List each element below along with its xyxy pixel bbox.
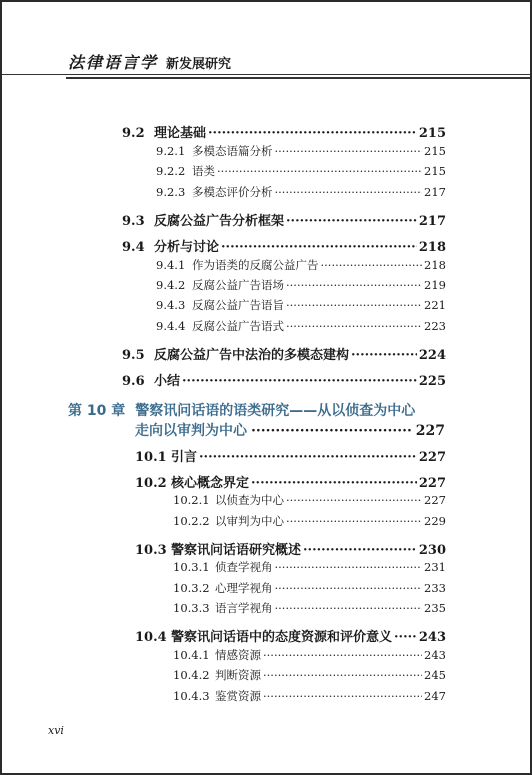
toc-entry <box>135 626 446 645</box>
leader-dots <box>217 164 422 178</box>
leader-dots <box>286 514 422 528</box>
toc-entry-page: 215 <box>424 144 446 158</box>
running-header <box>68 50 231 73</box>
toc-entry <box>173 513 446 529</box>
chapter-title-line1: 警察讯问话语的语类研究——从以侦查为中心 <box>135 403 416 419</box>
toc-entry <box>173 492 446 508</box>
toc-entry <box>156 297 446 313</box>
toc-entry-page: 221 <box>424 298 446 312</box>
toc-entry-title: 反腐公益广告中法治的多模态建构 <box>154 348 350 363</box>
toc-entry <box>173 647 446 663</box>
toc-entry-number: 9.5 <box>122 348 145 363</box>
toc-entry-number: 9.4.2 <box>156 278 186 292</box>
leader-dots <box>251 476 417 491</box>
toc-entry-title: 反腐公益广告语旨 <box>192 298 284 312</box>
toc-entry-page: 215 <box>418 126 446 141</box>
leader-dots <box>286 319 422 333</box>
toc-entry <box>156 143 446 159</box>
leader-dots <box>275 144 423 158</box>
toc-entry-page: 227 <box>418 450 446 465</box>
toc-entry-number: 10.3.2 <box>173 581 210 595</box>
leader-dots <box>275 601 423 615</box>
toc-entry-title: 判断资源 <box>215 668 261 682</box>
page-folio: xvi <box>48 724 64 737</box>
toc-entry <box>122 236 446 255</box>
toc-entry <box>135 472 446 491</box>
toc-entry-number: 9.4.1 <box>156 258 186 272</box>
toc-entry <box>156 257 446 273</box>
toc-entry-number: 10.1 <box>135 450 167 465</box>
toc-entry-number: 9.2.2 <box>156 164 186 178</box>
toc-entry-title: 以侦查为中心 <box>215 493 284 507</box>
toc-entry-number: 9.2 <box>122 126 145 141</box>
toc-entry-title: 侦查学视角 <box>215 560 273 574</box>
toc-entry-page: 230 <box>418 543 446 558</box>
leader-dots <box>275 185 423 199</box>
toc-entry-page: 247 <box>424 689 446 703</box>
toc-entry-title: 心理学视角 <box>215 581 273 595</box>
leader-dots <box>221 240 417 255</box>
toc-entry-page: 227 <box>418 476 446 491</box>
leader-dots <box>263 689 422 703</box>
toc-entry-number: 10.2 <box>135 476 167 491</box>
toc-entry-page: 225 <box>418 374 446 389</box>
toc-entry <box>173 580 446 596</box>
toc-entry <box>122 370 446 389</box>
toc-entry-title: 警察讯问话语中的态度资源和评价意义 <box>171 630 393 645</box>
toc-entry-title: 语言学视角 <box>215 601 273 615</box>
header-book-subtitle: 新发展研究 <box>166 57 232 72</box>
toc-entry <box>156 163 446 179</box>
toc-entry-page: 233 <box>424 581 446 595</box>
toc-entry-title: 引言 <box>171 450 198 465</box>
toc-entry-page: 229 <box>424 514 446 528</box>
toc-entry-title: 语类 <box>192 164 215 178</box>
toc-entry-page: 218 <box>418 240 446 255</box>
toc-entry <box>156 318 446 334</box>
toc-entry-number: 9.2.1 <box>156 144 186 158</box>
toc-entry-page: 235 <box>424 601 446 615</box>
leader-dots <box>251 423 412 439</box>
toc-entry-number: 10.4 <box>135 630 167 645</box>
chapter-heading-line2 <box>135 420 445 440</box>
toc-entry-page: 231 <box>424 560 446 574</box>
toc-entry-number: 9.4.3 <box>156 298 186 312</box>
toc-entry <box>173 600 446 616</box>
leader-dots <box>286 214 417 229</box>
toc-entry <box>122 122 446 141</box>
toc-entry-title: 多模态评价分析 <box>192 185 273 199</box>
toc-entry-title: 核心概念界定 <box>171 476 250 491</box>
toc-entry-page: 243 <box>418 630 446 645</box>
toc-entry-number: 9.2.3 <box>156 185 186 199</box>
toc-entry <box>135 446 446 465</box>
leader-dots <box>303 543 417 558</box>
toc-entry-title: 作为语类的反腐公益广告 <box>192 258 319 272</box>
toc-entry-title: 理论基础 <box>154 126 207 141</box>
toc-entry <box>156 184 446 200</box>
leader-dots <box>199 450 417 465</box>
toc-entry-page: 218 <box>424 258 446 272</box>
leader-dots <box>286 493 422 507</box>
toc-entry-number: 10.3.1 <box>173 560 210 574</box>
toc-entry-title: 以审判为中心 <box>215 514 284 528</box>
toc-entry <box>173 667 446 683</box>
toc-entry-number: 10.3 <box>135 543 167 558</box>
toc-entry-number: 9.4 <box>122 240 145 255</box>
toc-entry <box>156 277 446 293</box>
toc-entry-number: 9.3 <box>122 214 145 229</box>
toc-entry-page: 224 <box>418 348 446 363</box>
toc-entry-page: 217 <box>418 214 446 229</box>
toc-entry-number: 10.3.3 <box>173 601 210 615</box>
toc-entry-page: 219 <box>424 278 446 292</box>
toc-entry-page: 243 <box>424 648 446 662</box>
toc-entry-title: 反腐公益广告语场 <box>192 278 284 292</box>
chapter-number: 第 10 章 <box>68 403 126 419</box>
chapter-heading <box>68 400 415 420</box>
leader-dots <box>321 258 423 272</box>
toc-entry-title: 多模态语篇分析 <box>192 144 273 158</box>
toc-entry-title: 反腐公益广告分析框架 <box>154 214 285 229</box>
toc-entry <box>173 559 446 575</box>
chapter-title-line2: 走向以审判为中心 <box>135 423 247 439</box>
toc-entry-number: 10.4.3 <box>173 689 210 703</box>
toc-entry-title: 鉴赏资源 <box>215 689 261 703</box>
toc-entry-number: 10.2.2 <box>173 514 210 528</box>
toc-entry-number: 9.4.4 <box>156 319 186 333</box>
toc-entry-title: 情感资源 <box>215 648 261 662</box>
toc-entry-number: 10.2.1 <box>173 493 210 507</box>
leader-dots <box>286 278 422 292</box>
toc-entry-number: 10.4.2 <box>173 668 210 682</box>
toc-entry <box>122 210 446 229</box>
toc-entry-title: 警察讯问话语研究概述 <box>171 543 302 558</box>
header-rule-thin <box>2 74 530 75</box>
toc-entry-title: 反腐公益广告语式 <box>192 319 284 333</box>
leader-dots <box>394 630 417 645</box>
leader-dots <box>263 668 422 682</box>
chapter-page-number: 227 <box>415 423 445 439</box>
leader-dots <box>182 374 417 389</box>
leader-dots <box>263 648 422 662</box>
toc-entry-page: 223 <box>424 319 446 333</box>
header-book-title: 法律语言学 <box>68 53 159 72</box>
toc-entry-number: 10.4.1 <box>173 648 210 662</box>
toc-entry <box>135 539 446 558</box>
toc-entry-title: 小结 <box>154 374 181 389</box>
leader-dots <box>275 581 423 595</box>
toc-entry-page: 227 <box>424 493 446 507</box>
toc-entry <box>122 344 446 363</box>
leader-dots <box>275 560 423 574</box>
toc-entry-number: 9.6 <box>122 374 145 389</box>
leader-dots <box>286 298 422 312</box>
toc-entry <box>173 688 446 704</box>
toc-entry-title: 分析与讨论 <box>154 240 220 255</box>
leader-dots <box>351 348 417 363</box>
toc-entry-page: 215 <box>424 164 446 178</box>
leader-dots <box>208 126 417 141</box>
toc-entry-page: 217 <box>424 185 446 199</box>
header-rule-thick <box>66 77 530 79</box>
toc-entry-page: 245 <box>424 668 446 682</box>
